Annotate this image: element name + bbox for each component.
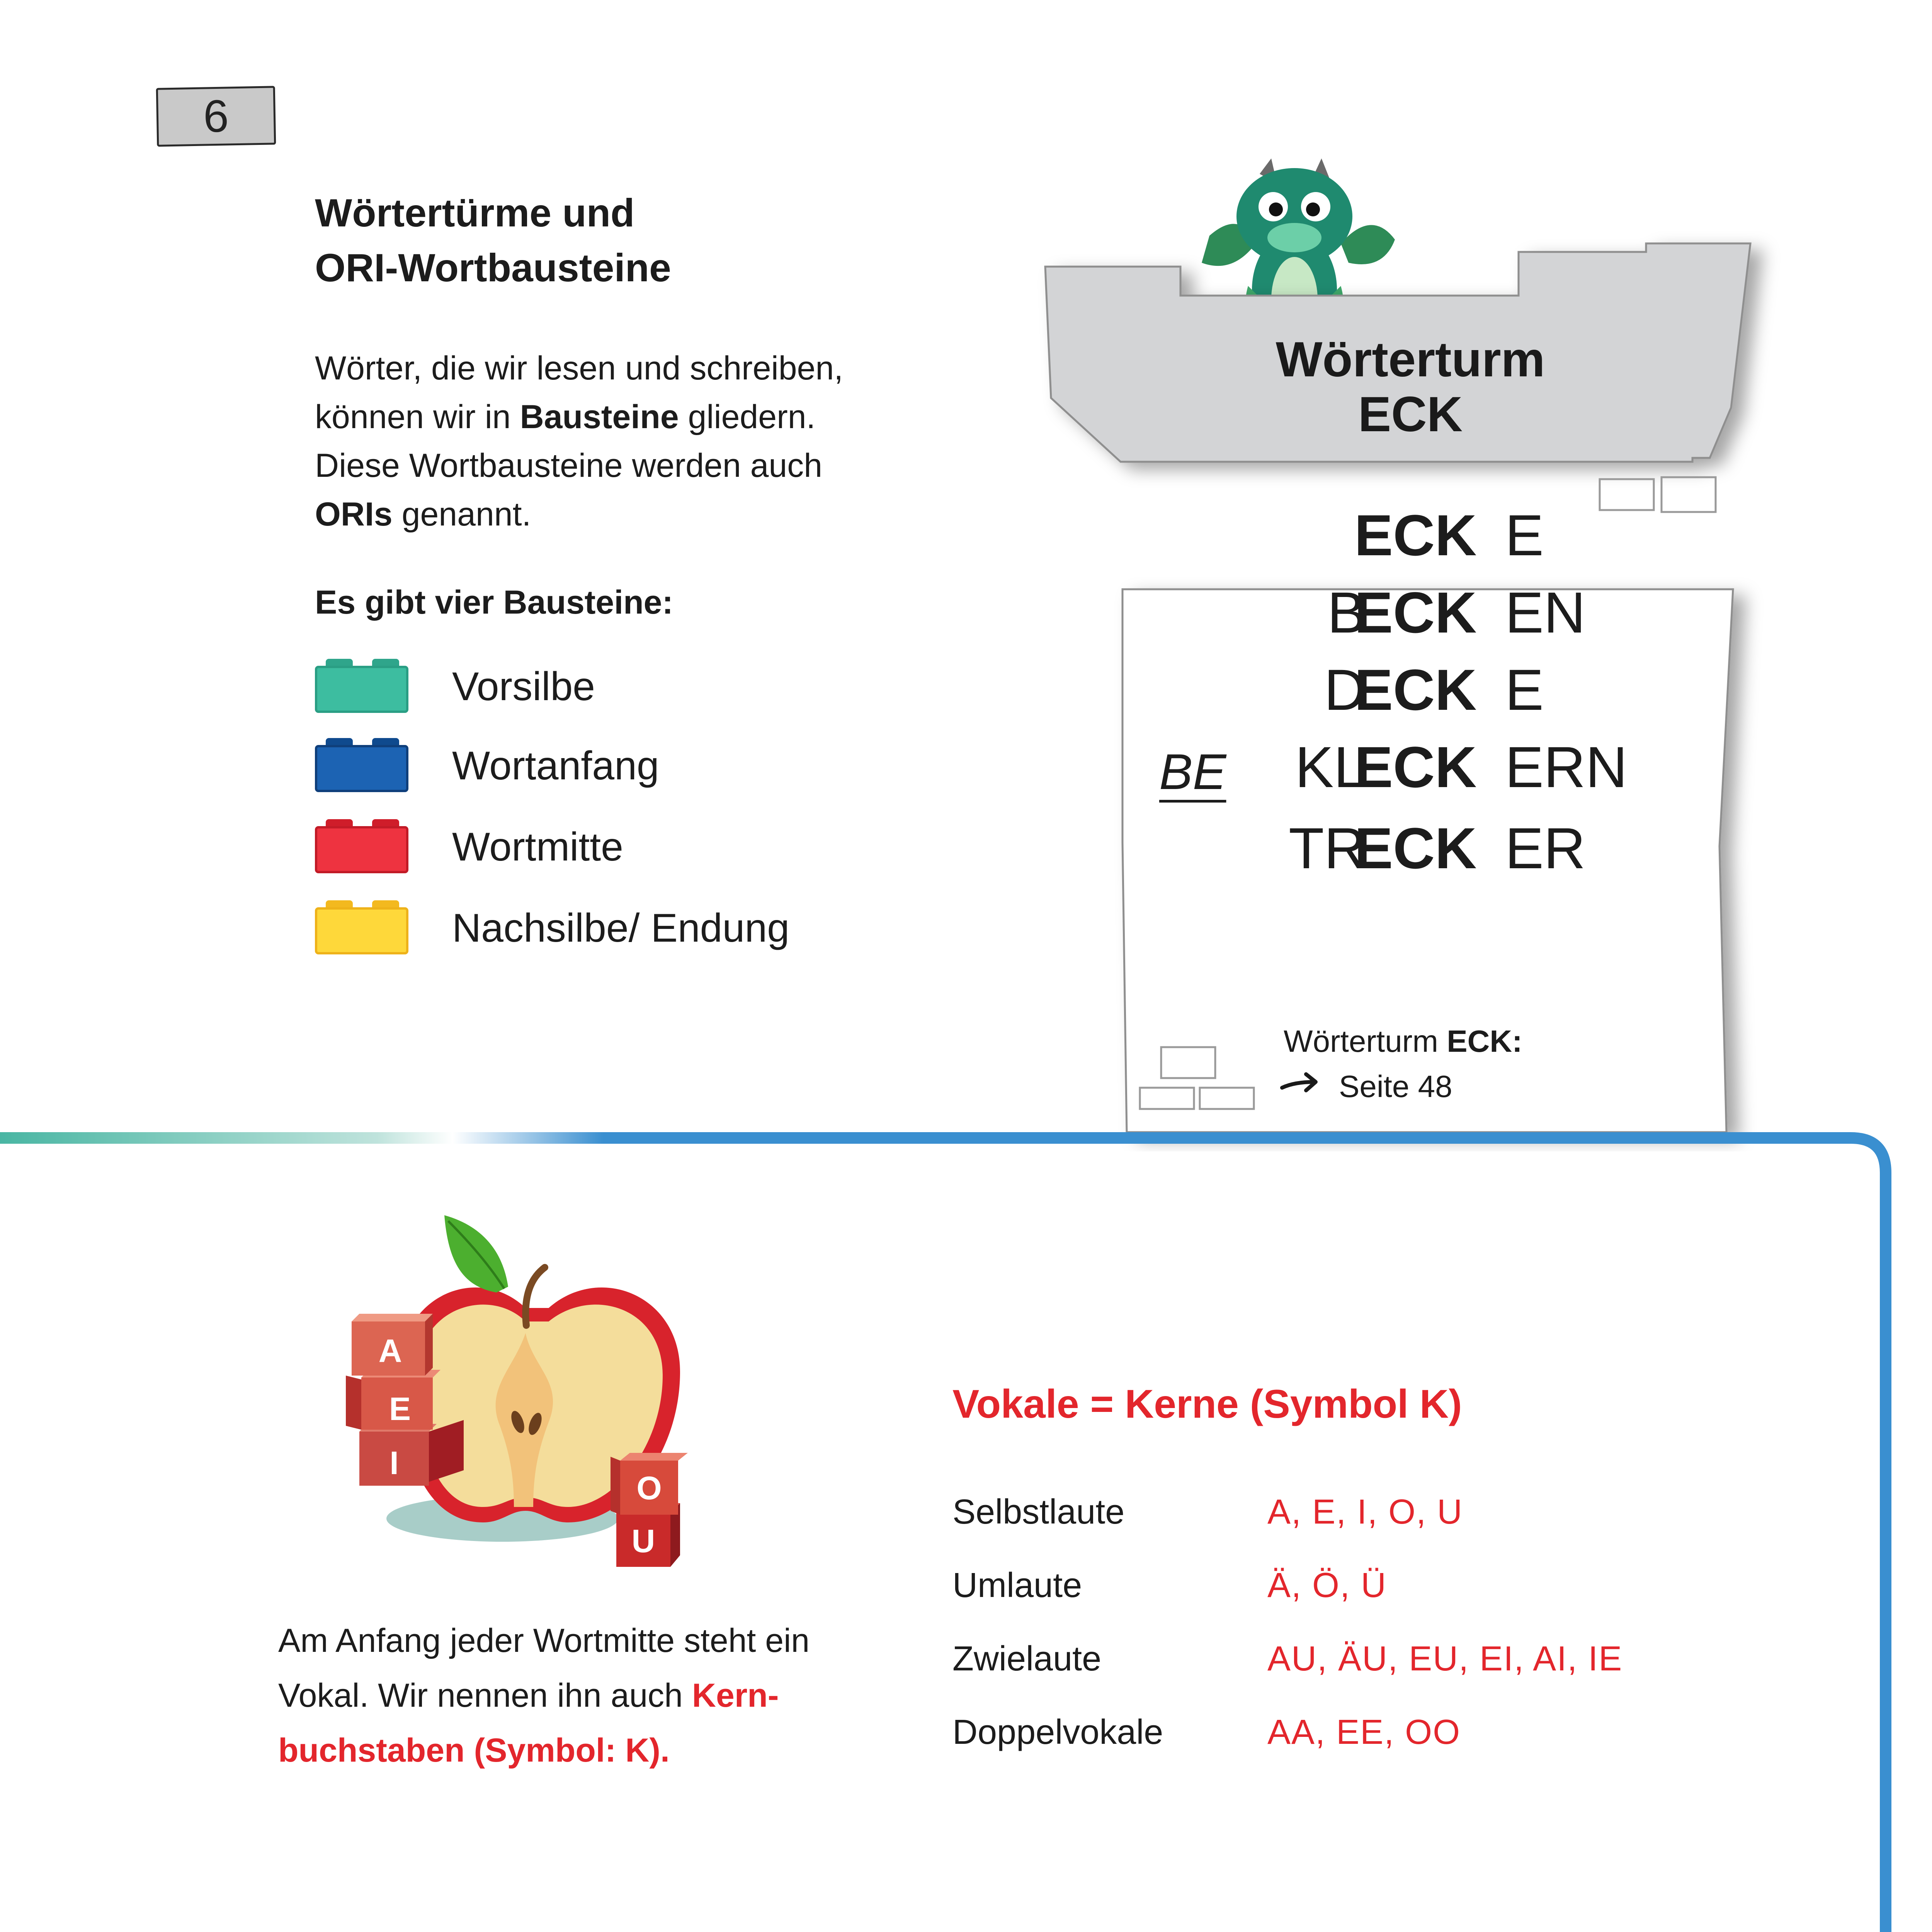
page-number-badge [156,86,276,146]
legend-label: Wortanfang [452,743,659,788]
yellow-brick-icon [315,898,412,956]
block-letter-e: E [389,1391,411,1427]
tower-title [1198,332,1623,442]
intro-line2 [315,393,933,441]
intro-line3: Diese Wortbausteine werden auch [315,447,823,484]
legend-row-wortanfang [315,736,933,794]
tower-row-4-prefix: BE [1159,743,1226,800]
vokale-row-value: Ä, Ö, Ü [1267,1566,1387,1605]
vokale-row-label: Selbstlaute [952,1493,1125,1531]
tower-row-4-stem: ECK [1354,735,1477,799]
section-title-line2: ORI-Wortbausteine [315,246,671,290]
block-letter-o: O [636,1470,662,1506]
legend-row-vorsilbe [315,657,933,715]
tower-row-5-start: TR [1289,816,1366,881]
intro-line1: Wörter, die wir lesen und schreiben, [315,350,844,387]
tower-row-1-stem: ECK [1354,503,1477,568]
tower-row-3-stem: ECK [1354,657,1477,722]
vokale-row-value: A, E, I, O, U [1267,1493,1463,1531]
tower-row-5-stem: ECK [1354,816,1477,881]
intro-keyword-oris: ORIs [315,496,393,533]
caption-line2-text: Vokal. Wir nennen ihn auch [278,1677,692,1714]
tower-row-2-start: B [1327,580,1366,645]
section-title-line1: Wörtertürme und [315,191,635,235]
legend-row-wortmitte [315,817,933,875]
caption-line1: Am Anfang jeder Wortmitte steht ein [278,1622,810,1659]
tower-row-3-end: E [1505,657,1544,722]
arrow-right-icon [1279,1070,1321,1097]
vokale-row-label: Umlaute [952,1566,1082,1605]
tower-title-line1: Wörterturm [1276,332,1545,387]
intro-line4 [315,490,933,539]
vokale-row-label: Zwielaute [952,1639,1102,1678]
block-letter-i: I [389,1445,399,1481]
vokale-row-value: AU, ÄU, EU, EI, AI, IE [1267,1639,1623,1678]
tower-reference-page: Seite 48 [1339,1069,1452,1104]
tower-row-4-start: KL [1295,735,1366,799]
bausteine-title: Es gibt vier Bausteine: [315,584,673,621]
tower-row-2-stem: ECK [1354,580,1477,645]
tower-row-4-end: ERN [1505,735,1628,799]
vokale-row-value: AA, EE, OO [1267,1713,1461,1752]
caption-line2 [278,1668,896,1723]
tower-row-2-end: EN [1505,580,1586,645]
red-brick-icon [315,817,412,875]
blue-brick-icon [315,736,412,794]
intro-line2-text: können wir in [315,398,520,435]
tower-reference-word: ECK: [1447,1024,1522,1058]
apple-caption [278,1613,896,1778]
section-title [315,185,895,295]
intro-keyword-bausteine: Bausteine [520,398,679,435]
intro-paragraph [315,344,933,539]
legend-label: Wortmitte [452,825,624,869]
block-letter-u: U [631,1523,655,1559]
caption-keyword: Kern- [692,1677,779,1714]
vokale-row-label: Doppelvokale [952,1713,1163,1752]
intro-line4-end: genannt. [392,496,531,533]
tower-title-line2: ECK [1358,387,1463,442]
legend-label: Vorsilbe [452,664,595,709]
tower-row-1-end: E [1505,503,1544,568]
vokale-heading: Vokale = Kerne (Symbol K) [952,1382,1462,1427]
tower-row-5-end: ER [1505,816,1586,881]
teal-brick-icon [315,657,412,715]
apple-illustration [332,1206,757,1577]
block-letter-a: A [378,1333,402,1369]
tower-row-3-start: D [1324,657,1366,722]
page-number: 6 [203,90,229,142]
tower-reference-label: Wörterturm [1284,1024,1447,1058]
intro-line2-end: gliedern. [679,398,816,435]
tower-illustration [1024,147,1835,1151]
legend-row-nachsilbe [315,898,933,956]
legend-label: Nachsilbe/ Endung [452,906,790,951]
tower-reference [1284,1022,1522,1061]
caption-line3: buchstaben (Symbol: K). [278,1732,670,1769]
